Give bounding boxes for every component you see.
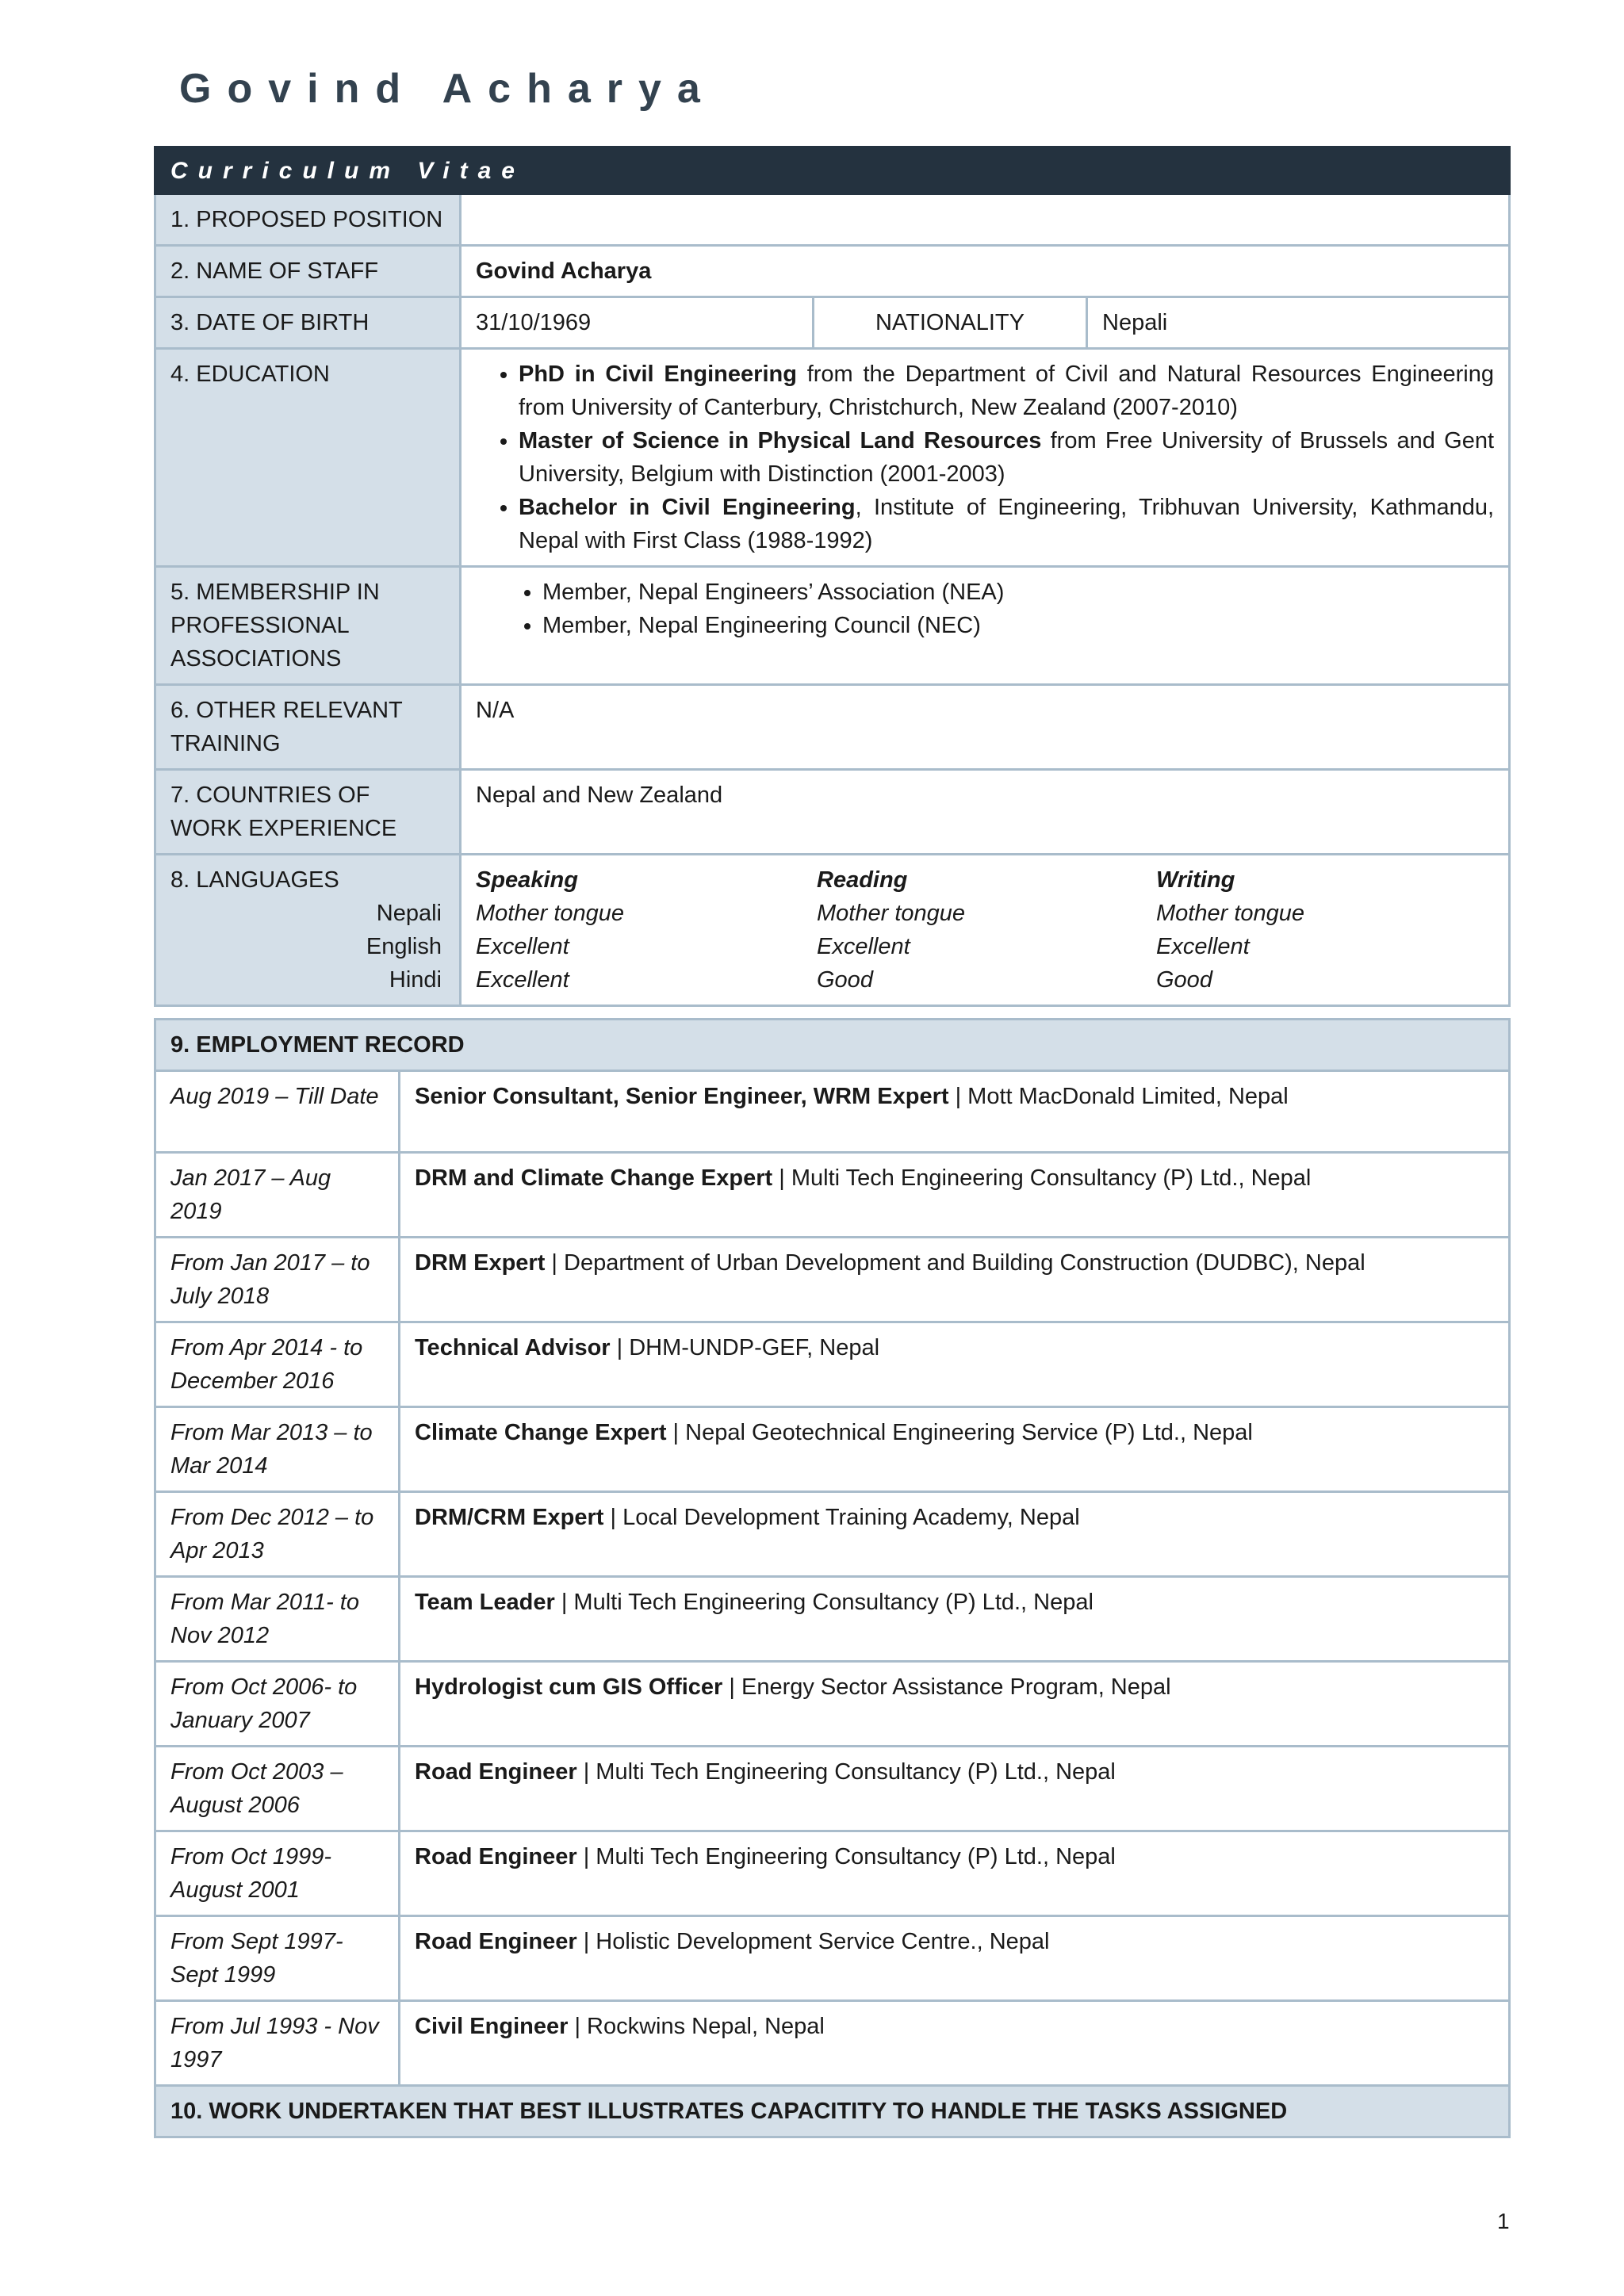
- degree-detail: from the Department of Civil and Natural Resources Engineering from University of Canterbury, Christchurch, New Zealand (2007-2010): [519, 362, 1495, 420]
- employment-organization: | Mott MacDonald Limited, Nepal: [948, 1084, 1289, 1109]
- employment-detail: [400, 1492, 1510, 1577]
- employment-row: [155, 1407, 1510, 1492]
- work-section-row: [155, 2086, 1510, 2137]
- countries-label: 7. COUNTRIES OF WORK EXPERIENCE: [155, 770, 461, 855]
- writing-level: Excellent: [1156, 934, 1250, 959]
- employment-role: Hydrologist cum GIS Officer: [415, 1674, 723, 1700]
- employment-row: [155, 1577, 1510, 1662]
- cv-header-row: [155, 147, 1510, 194]
- employment-title: 9. EMPLOYMENT RECORD: [155, 1020, 1510, 1071]
- employment-date: From Oct 1999- August 2001: [155, 1831, 400, 1916]
- languages-header: [476, 863, 1494, 897]
- employment-table: [154, 1018, 1511, 2138]
- employment-organization: | Multi Tech Engineering Consultancy (P) Ltd., Nepal: [554, 1590, 1094, 1615]
- language-row: [476, 963, 1494, 997]
- row-languages: [155, 855, 1510, 1006]
- degree-title: Master of Science in Physical Land Resources: [519, 428, 1042, 453]
- employment-date: From Mar 2011- to Nov 2012: [155, 1577, 400, 1662]
- employment-row: [155, 1916, 1510, 2001]
- training-label: 6. OTHER RELEVANT TRAINING: [155, 685, 461, 770]
- proposed-position-label: 1. PROPOSED POSITION: [155, 194, 461, 246]
- languages-label: 8. LANGUAGES: [170, 867, 339, 893]
- education-label: 4. EDUCATION: [155, 349, 461, 567]
- employment-row: [155, 1662, 1510, 1747]
- employment-role: DRM/CRM Expert: [415, 1505, 604, 1530]
- proposed-position-value: [461, 194, 1510, 246]
- training-value: N/A: [461, 685, 1510, 770]
- languages-value: [461, 855, 1510, 1006]
- employment-organization: | Department of Urban Development and Building Construction (DUDBC), Nepal: [545, 1250, 1365, 1276]
- education-item: [519, 424, 1494, 491]
- employment-role: Civil Engineer: [415, 2014, 569, 2039]
- reading-header: Reading: [817, 867, 908, 893]
- employment-detail: [400, 1322, 1510, 1407]
- employment-detail: [400, 1747, 1510, 1831]
- row-education: [155, 349, 1510, 567]
- degree-detail: from Free University of Brussels and Gent University, Belgium with Distinction (2001-2003): [519, 428, 1495, 487]
- degree-detail: , Institute of Engineering, Tribhuvan University, Kathmandu, Nepal with First Class (1988-1992): [519, 495, 1495, 553]
- languages-label-cell: [155, 855, 461, 1006]
- employment-date: Aug 2019 – Till Date: [155, 1071, 400, 1153]
- employment-row: [155, 1153, 1510, 1238]
- cv-title: Curriculum Vitae: [155, 147, 1510, 194]
- membership-item: • Member, Nepal Engineers’ Association (NEA): [542, 576, 1494, 609]
- membership-label: 5. MEMBERSHIP IN PROFESSIONAL ASSOCIATIONS: [155, 567, 461, 685]
- cv-name-heading: Govind Acharya: [179, 66, 716, 112]
- employment-organization: | Multi Tech Engineering Consultancy (P) Ltd., Nepal: [576, 1759, 1116, 1785]
- employment-role: Climate Change Expert: [415, 1420, 667, 1445]
- row-membership: [155, 567, 1510, 685]
- employment-role: Technical Advisor: [415, 1335, 611, 1360]
- degree-title: Bachelor in Civil Engineering: [519, 495, 856, 520]
- language-row: [476, 930, 1494, 963]
- employment-organization: | Local Development Training Academy, Nepal: [603, 1505, 1080, 1530]
- language-row: [476, 897, 1494, 930]
- membership-item: • Member, Nepal Engineering Council (NEC): [542, 609, 1494, 642]
- employment-date: From Jan 2017 – to July 2018: [155, 1238, 400, 1322]
- writing-level: Mother tongue: [1156, 901, 1305, 926]
- employment-organization: | Energy Sector Assistance Program, Nepal: [722, 1674, 1171, 1700]
- employment-organization: | Multi Tech Engineering Consultancy (P) Ltd., Nepal: [772, 1165, 1312, 1191]
- employment-row: [155, 1831, 1510, 1916]
- countries-value: Nepal and New Zealand: [461, 770, 1510, 855]
- employment-role: DRM and Climate Change Expert: [415, 1165, 773, 1191]
- employment-role: Senior Consultant, Senior Engineer, WRM Expert: [415, 1084, 949, 1109]
- employment-role: Road Engineer: [415, 1929, 577, 1954]
- employment-detail: [400, 1577, 1510, 1662]
- work-section-title: 10. WORK UNDERTAKEN THAT BEST ILLUSTRATES CAPACITITY TO HANDLE THE TASKS ASSIGNED: [155, 2086, 1510, 2137]
- employment-records: [155, 1071, 1510, 2086]
- employment-row: [155, 1747, 1510, 1831]
- employment-detail: [400, 1662, 1510, 1747]
- employment-detail: [400, 1407, 1510, 1492]
- language-name: Hindi: [389, 967, 442, 993]
- speaking-level: Excellent: [476, 934, 569, 959]
- employment-row: [155, 1071, 1510, 1153]
- employment-date: From Oct 2006- to January 2007: [155, 1662, 400, 1747]
- staff-name-label: 2. NAME OF STAFF: [155, 246, 461, 297]
- row-staff-name: [155, 246, 1510, 297]
- row-countries: [155, 770, 1510, 855]
- education-value: [461, 349, 1510, 567]
- speaking-level: Mother tongue: [476, 901, 625, 926]
- membership-list: [476, 576, 1494, 642]
- employment-date: From Sept 1997- Sept 1999: [155, 1916, 400, 2001]
- employment-role: Team Leader: [415, 1590, 555, 1615]
- employment-row: [155, 1322, 1510, 1407]
- cv-table: [154, 146, 1511, 1007]
- employment-row: [155, 2001, 1510, 2086]
- reading-level: Mother tongue: [817, 901, 966, 926]
- employment-organization: | Holistic Development Service Centre., Nepal: [576, 1929, 1050, 1954]
- speaking-header: Speaking: [476, 867, 578, 893]
- reading-level: Excellent: [817, 934, 910, 959]
- language-name: English: [366, 934, 442, 959]
- employment-title-row: [155, 1020, 1510, 1071]
- employment-organization: | Multi Tech Engineering Consultancy (P) Ltd., Nepal: [576, 1844, 1116, 1869]
- employment-detail: [400, 1238, 1510, 1322]
- employment-role: Road Engineer: [415, 1759, 577, 1785]
- education-list: [476, 358, 1494, 557]
- employment-row: [155, 1238, 1510, 1322]
- writing-header: Writing: [1156, 867, 1235, 893]
- degree-title: PhD in Civil Engineering: [519, 362, 797, 387]
- employment-date: From Oct 2003 – August 2006: [155, 1747, 400, 1831]
- employment-organization: | DHM-UNDP-GEF, Nepal: [610, 1335, 880, 1360]
- employment-date: Jan 2017 – Aug 2019: [155, 1153, 400, 1238]
- employment-role: DRM Expert: [415, 1250, 546, 1276]
- language-name: Nepali: [376, 901, 442, 926]
- employment-role: Road Engineer: [415, 1844, 577, 1869]
- employment-date: From Mar 2013 – to Mar 2014: [155, 1407, 400, 1492]
- employment-organization: | Rockwins Nepal, Nepal: [568, 2014, 825, 2039]
- speaking-level: Excellent: [476, 967, 569, 993]
- nationality-label: NATIONALITY: [814, 297, 1087, 349]
- reading-level: Good: [817, 967, 873, 993]
- employment-detail: [400, 1916, 1510, 2001]
- page-number: 1: [1497, 2209, 1510, 2233]
- row-training: [155, 685, 1510, 770]
- writing-level: Good: [1156, 967, 1212, 993]
- employment-date: From Dec 2012 – to Apr 2013: [155, 1492, 400, 1577]
- dob-label: 3. DATE OF BIRTH: [155, 297, 461, 349]
- employment-organization: | Nepal Geotechnical Engineering Service (P) Ltd., Nepal: [666, 1420, 1253, 1445]
- employment-detail: [400, 2001, 1510, 2086]
- employment-date: From Jul 1993 - Nov 1997: [155, 2001, 400, 2086]
- dob-value: 31/10/1969: [461, 297, 814, 349]
- education-item: [519, 358, 1494, 424]
- employment-detail: [400, 1153, 1510, 1238]
- membership-value: [461, 567, 1510, 685]
- education-item: [519, 491, 1494, 557]
- employment-date: From Apr 2014 - to December 2016: [155, 1322, 400, 1407]
- nationality-value: Nepali: [1087, 297, 1510, 349]
- employment-detail: [400, 1071, 1510, 1153]
- employment-row: [155, 1492, 1510, 1577]
- employment-detail: [400, 1831, 1510, 1916]
- row-proposed-position: [155, 194, 1510, 246]
- row-date-of-birth: [155, 297, 1510, 349]
- staff-name-value: Govind Acharya: [461, 246, 1510, 297]
